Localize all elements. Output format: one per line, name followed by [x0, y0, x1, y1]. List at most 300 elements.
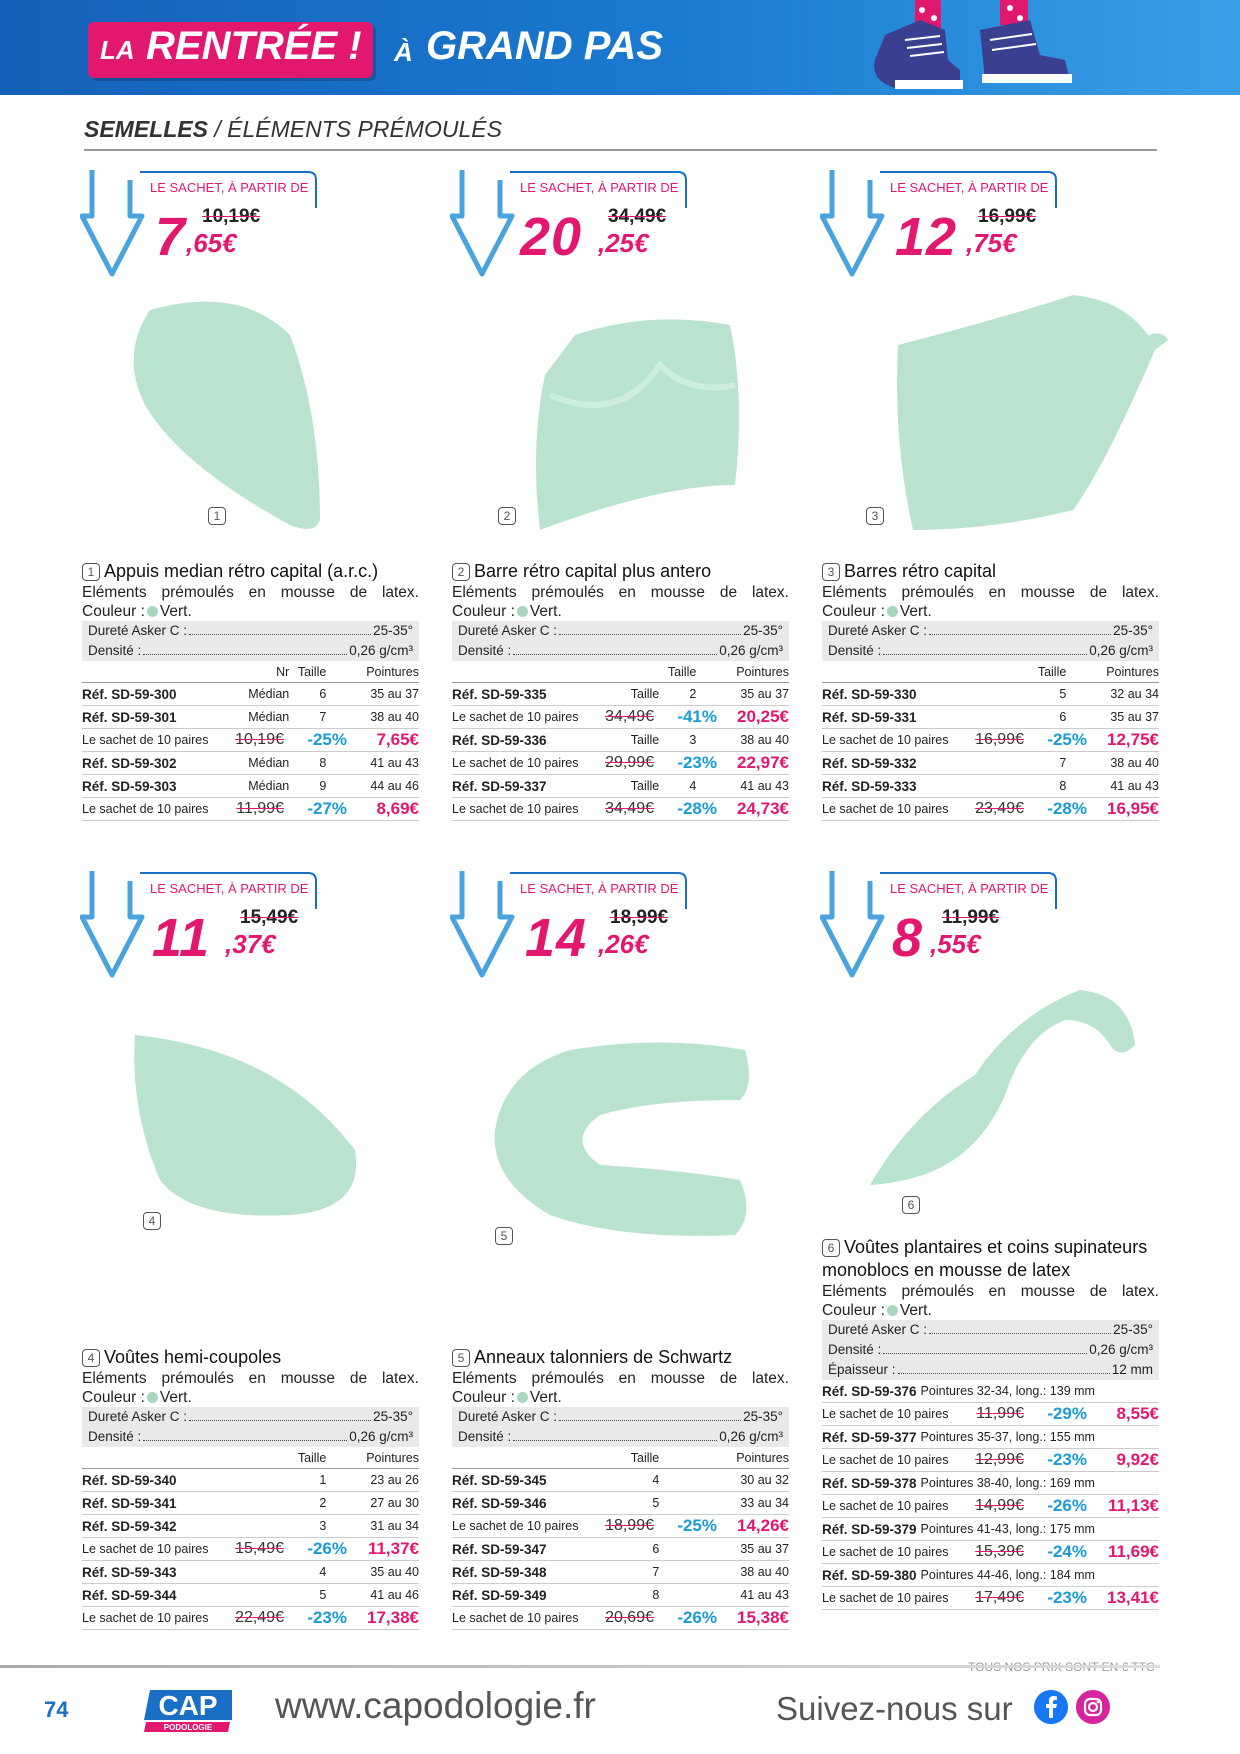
new-price: 8,55€ — [1116, 1404, 1159, 1423]
green-swatch-icon — [887, 606, 898, 617]
product-image-1 — [120, 295, 340, 545]
table-row — [452, 1584, 789, 1607]
product-description: Eléments prémoulés en mousse de latex. — [82, 584, 419, 601]
table-row — [82, 1561, 419, 1584]
color-value: Vert. — [159, 603, 192, 620]
spec-leader — [559, 621, 741, 635]
badge-price-dec: ,26€ — [598, 929, 649, 959]
old-price: 34,49€ — [605, 708, 654, 725]
reference: Réf. SD-59-335 — [452, 686, 547, 702]
color-label: Couleur : — [82, 1389, 145, 1406]
reference-detail: Pointures 44-46, long.: 184 mm — [920, 1568, 1095, 1582]
spec-row — [82, 621, 419, 641]
discount-percent: -23% — [307, 1608, 347, 1627]
cell-c2: 6 — [319, 687, 327, 701]
product-block-1 — [82, 560, 419, 821]
svg-text:CAP: CAP — [158, 1690, 218, 1721]
reference: Réf. SD-59-303 — [82, 778, 177, 794]
product-number: 5 — [452, 1349, 470, 1367]
table-row — [82, 706, 419, 729]
cell-c1: 8 — [652, 1588, 660, 1602]
cell-c3: 35 au 37 — [740, 687, 789, 701]
color-label: Couleur : — [822, 1302, 885, 1319]
table-row — [82, 1492, 419, 1515]
reference: Réf. SD-59-336 — [452, 732, 547, 748]
footer-divider — [0, 1665, 1160, 1668]
old-price: 22,49€ — [235, 1609, 284, 1626]
cell-c3: 38 au 40 — [370, 710, 419, 724]
price-label: Le sachet de 10 paires — [452, 756, 579, 770]
old-price: 29,99€ — [605, 754, 654, 771]
product-description: Eléments prémoulés en mousse de latex. — [452, 1370, 789, 1387]
spec-key: Épaisseur : — [828, 1362, 896, 1377]
green-swatch-icon — [147, 1392, 158, 1403]
badge-price-dec: ,75€ — [966, 228, 1017, 258]
spec-row — [452, 621, 789, 641]
cell-c3: 35 au 40 — [370, 1565, 419, 1579]
instagram-icon[interactable] — [1076, 1690, 1110, 1724]
badge-price-dec: ,55€ — [930, 929, 981, 959]
cell-c3: 27 au 30 — [370, 1496, 419, 1510]
discount-percent: -23% — [1047, 1450, 1087, 1469]
page-number: 74 — [44, 1697, 69, 1722]
product-title-text: Appuis median rétro capital (a.r.c.) — [104, 561, 379, 581]
price-row — [822, 1403, 1159, 1426]
price-row — [82, 729, 419, 752]
discount-percent: -23% — [677, 753, 717, 772]
table-row — [822, 775, 1159, 798]
cell-c1: Médian — [248, 687, 290, 701]
follow-us-text: Suivez-nous sur — [776, 1690, 1013, 1727]
cell-c3: 23 au 26 — [370, 1473, 419, 1487]
badge-price-int: 14 — [525, 908, 588, 968]
price-label: Le sachet de 10 paires — [82, 733, 209, 747]
price-badge-5 — [450, 867, 690, 982]
cell-c2: 5 — [319, 1588, 327, 1602]
table-row — [452, 1492, 789, 1515]
price-row — [452, 1515, 789, 1538]
cell-c2: 4 — [319, 1565, 327, 1579]
old-price: 16,99€ — [975, 731, 1024, 748]
spec-leader — [929, 621, 1111, 635]
old-price: 17,49€ — [975, 1589, 1024, 1606]
cell-c1: 4 — [652, 1473, 660, 1487]
old-price: 12,99€ — [975, 1451, 1024, 1468]
cell-c1: Médian — [248, 779, 290, 793]
product-block-4 — [82, 1346, 419, 1630]
new-price: 20,25€ — [737, 707, 789, 726]
cell-c3: 41 au 43 — [1110, 779, 1159, 793]
table-row — [82, 1469, 419, 1492]
table-row — [82, 1515, 419, 1538]
table-row — [822, 1472, 1159, 1495]
price-label: Le sachet de 10 paires — [82, 1542, 209, 1556]
new-price: 11,69€ — [1107, 1542, 1159, 1561]
spec-row — [452, 1427, 789, 1447]
reference: Réf. SD-59-349 — [452, 1587, 547, 1603]
new-price: 13,41€ — [1107, 1588, 1159, 1607]
table-header-cell: Pointures — [736, 1451, 789, 1465]
reference-detail: Pointures 41-43, long.: 175 mm — [920, 1522, 1095, 1536]
product-number: 3 — [822, 563, 840, 581]
cell-c2: 8 — [319, 756, 327, 770]
product-image-3 — [893, 290, 1168, 535]
spec-value: 0,26 g/cm³ — [719, 1429, 783, 1444]
price-row — [82, 798, 419, 821]
table-header-cell: Pointures — [366, 665, 419, 679]
badge-old-price: 11,99€ — [942, 907, 1000, 928]
price-label: Le sachet de 10 paires — [452, 802, 579, 816]
cell-c2: 9 — [319, 779, 327, 793]
discount-percent: -28% — [677, 799, 717, 818]
price-label: Le sachet de 10 paires — [452, 1519, 579, 1533]
product-block-2 — [452, 560, 789, 821]
spec-value: 0,26 g/cm³ — [349, 1429, 413, 1444]
badge-price-dec: ,65€ — [186, 228, 237, 258]
product-color — [82, 602, 419, 621]
badge-price-int: 7 — [155, 207, 187, 267]
spec-row — [82, 641, 419, 661]
reference: Réf. SD-59-346 — [452, 1495, 547, 1511]
spec-leader — [929, 1320, 1111, 1334]
reference: Réf. SD-59-342 — [82, 1518, 177, 1534]
table-row — [452, 1469, 789, 1492]
old-price: 14,99€ — [975, 1497, 1024, 1514]
product-description: Eléments prémoulés en mousse de latex. — [822, 584, 1159, 601]
price-row — [452, 1607, 789, 1630]
color-value: Vert. — [899, 1302, 932, 1319]
badge-price-int: 11 — [152, 908, 211, 968]
reference: Réf. SD-59-333 — [822, 778, 917, 794]
section-divider — [84, 149, 1157, 151]
product-title — [822, 1236, 1159, 1282]
new-price: 14,26€ — [737, 1516, 789, 1535]
spec-value: 25-35° — [1113, 1322, 1153, 1337]
reference-detail: Pointures 32-34, long.: 139 mm — [920, 1384, 1095, 1398]
discount-percent: -25% — [677, 1516, 717, 1535]
product-color — [452, 1388, 789, 1407]
cell-c3: 41 au 43 — [740, 1588, 789, 1602]
reference: Réf. SD-59-378 — [822, 1475, 917, 1491]
product-title-text: Barres rétro capital — [844, 561, 997, 581]
product-number: 1 — [82, 563, 100, 581]
spec-key: Densité : — [88, 1429, 142, 1444]
spec-leader — [189, 1407, 371, 1421]
price-badge-6 — [820, 867, 1060, 982]
cell-c1: Médian — [248, 710, 290, 724]
reference: Réf. SD-59-301 — [82, 709, 177, 725]
product-block-6 — [822, 1236, 1159, 1610]
reference: Réf. SD-59-332 — [822, 755, 917, 771]
table-row — [82, 775, 419, 798]
product-number: 4 — [82, 1349, 100, 1367]
spec-value: 25-35° — [373, 1409, 413, 1424]
spec-key: Densité : — [458, 1429, 512, 1444]
spec-key: Dureté Asker C : — [828, 1322, 928, 1337]
price-badge-3 — [820, 166, 1060, 281]
price-label: Le sachet de 10 paires — [82, 802, 209, 816]
reference-detail: Pointures 35-37, long.: 155 mm — [920, 1430, 1095, 1444]
table-row — [822, 706, 1159, 729]
price-row — [822, 1449, 1159, 1472]
price-row — [822, 1587, 1159, 1610]
price-row — [452, 706, 789, 729]
old-price: 20,69€ — [605, 1609, 654, 1626]
table-row — [822, 752, 1159, 775]
table-row — [822, 1380, 1159, 1403]
spec-key: Densité : — [828, 643, 882, 658]
spec-key: Densité : — [88, 643, 142, 658]
badge-old-price: 34,49€ — [608, 206, 667, 227]
price-badge-4 — [80, 867, 320, 982]
price-badge-1 — [80, 166, 320, 281]
website-link[interactable]: www.capodologie.fr — [275, 1685, 596, 1726]
table-row — [452, 729, 789, 752]
reference: Réf. SD-59-344 — [82, 1587, 177, 1603]
reference: Réf. SD-59-341 — [82, 1495, 177, 1511]
product-description: Eléments prémoulés en mousse de latex. — [82, 1370, 419, 1387]
spec-key: Dureté Asker C : — [458, 623, 558, 638]
spec-key: Dureté Asker C : — [88, 1409, 188, 1424]
reference: Réf. SD-59-343 — [82, 1564, 177, 1580]
spec-leader — [559, 1407, 741, 1421]
product-title — [822, 560, 1159, 583]
price-label: Le sachet de 10 paires — [822, 1545, 949, 1559]
sneakers-illustration — [860, 0, 1120, 95]
old-price: 23,49€ — [975, 800, 1024, 817]
spec-leader — [898, 1360, 1110, 1374]
spec-value: 12 mm — [1111, 1362, 1153, 1377]
price-label: Le sachet de 10 paires — [822, 1591, 949, 1605]
badge-old-price: 10,19€ — [202, 206, 261, 227]
reference: Réf. SD-59-300 — [82, 686, 177, 702]
reference: Réf. SD-59-340 — [82, 1472, 177, 1488]
color-value: Vert. — [529, 1389, 562, 1406]
discount-percent: -25% — [307, 730, 347, 749]
product-title-text: Barre rétro capital plus antero — [474, 561, 712, 581]
cell-c3: 38 au 40 — [740, 1565, 789, 1579]
cell-c2: 3 — [319, 1519, 327, 1533]
discount-percent: -28% — [1047, 799, 1087, 818]
old-price: 15,39€ — [975, 1543, 1024, 1560]
cap-podologie-logo — [142, 1686, 236, 1734]
image-number-6: 6 — [902, 1196, 920, 1214]
old-price: 11,99€ — [976, 1405, 1024, 1422]
discount-percent: -26% — [1047, 1496, 1087, 1515]
image-number-3: 3 — [866, 507, 884, 525]
image-number-5: 5 — [495, 1227, 513, 1245]
product-title — [452, 560, 789, 583]
product-block-5 — [452, 1346, 789, 1630]
table-header-cell: Taille — [1037, 665, 1067, 679]
color-value: Vert. — [159, 1389, 192, 1406]
discount-percent: -26% — [677, 1608, 717, 1627]
spec-key: Densité : — [458, 643, 512, 658]
table-row — [452, 683, 789, 706]
product-image-4 — [130, 1030, 370, 1220]
table-row — [822, 1426, 1159, 1449]
color-label: Couleur : — [452, 1389, 515, 1406]
reference: Réf. SD-59-330 — [822, 686, 917, 702]
reference: Réf. SD-59-331 — [822, 709, 917, 725]
cell-c1: Taille — [630, 733, 660, 747]
product-title — [452, 1346, 789, 1369]
table-row — [822, 683, 1159, 706]
cell-c1: 5 — [652, 1496, 660, 1510]
cell-c1: 7 — [652, 1565, 660, 1579]
badge-price-int: 20 — [520, 207, 583, 267]
cell-c2: 6 — [1059, 710, 1067, 724]
new-price: 7,65€ — [376, 730, 419, 749]
green-swatch-icon — [147, 606, 158, 617]
price-label: Le sachet de 10 paires — [822, 802, 949, 816]
table-header — [452, 1447, 789, 1469]
reference: Réf. SD-59-347 — [452, 1541, 547, 1557]
banner-rentree: RENTRÉE ! — [146, 24, 362, 68]
badge-label: LE SACHET, À PARTIR DE — [520, 180, 679, 195]
product-title-text: Anneaux talonniers de Schwartz — [474, 1347, 733, 1367]
discount-percent: -26% — [307, 1539, 347, 1558]
product-title — [82, 1346, 419, 1369]
new-price: 15,38€ — [737, 1608, 789, 1627]
image-number-4: 4 — [143, 1212, 161, 1230]
product-block-3 — [822, 560, 1159, 821]
badge-label: LE SACHET, À PARTIR DE — [890, 881, 1049, 896]
reference: Réf. SD-59-348 — [452, 1564, 547, 1580]
spec-row — [822, 621, 1159, 641]
spec-value: 0,26 g/cm³ — [349, 643, 413, 658]
product-title — [82, 560, 419, 583]
image-number-1: 1 — [208, 507, 226, 525]
color-value: Vert. — [899, 603, 932, 620]
product-description: Eléments prémoulés en mousse de latex. — [452, 584, 789, 601]
old-price: 10,19€ — [235, 731, 284, 748]
price-label: Le sachet de 10 paires — [822, 1453, 949, 1467]
cell-c3: 32 au 34 — [1110, 687, 1159, 701]
spec-row — [452, 1407, 789, 1427]
spec-leader — [189, 621, 371, 635]
badge-label: LE SACHET, À PARTIR DE — [150, 180, 309, 195]
new-price: 9,92€ — [1116, 1450, 1159, 1469]
reference: Réf. SD-59-302 — [82, 755, 177, 771]
spec-leader — [883, 1340, 1087, 1354]
spec-key: Dureté Asker C : — [828, 623, 928, 638]
cell-c2: 3 — [689, 733, 697, 747]
price-row — [822, 729, 1159, 752]
discount-percent: -25% — [1047, 730, 1087, 749]
svg-text:PODOLOGIE: PODOLOGIE — [163, 1723, 213, 1732]
discount-percent: -23% — [1047, 1588, 1087, 1607]
product-image-5 — [490, 1040, 760, 1240]
image-number-2: 2 — [498, 507, 516, 525]
discount-percent: -27% — [307, 799, 347, 818]
cell-c3: 31 au 34 — [370, 1519, 419, 1533]
spec-value: 0,26 g/cm³ — [719, 643, 783, 658]
color-label: Couleur : — [82, 603, 145, 620]
table-header — [82, 1447, 419, 1469]
banner-grand-pas: GRAND PAS — [426, 24, 664, 68]
price-label: Le sachet de 10 paires — [452, 710, 579, 724]
spec-leader — [143, 641, 347, 655]
new-price: 22,97€ — [737, 753, 789, 772]
new-price: 16,95€ — [1107, 799, 1159, 818]
badge-old-price: 15,49€ — [240, 907, 299, 928]
old-price: 11,99€ — [236, 800, 284, 817]
table-header-cell: Pointures — [1106, 665, 1159, 679]
table-header — [82, 661, 419, 683]
badge-price-int: 12 — [895, 207, 958, 267]
price-label: Le sachet de 10 paires — [82, 1611, 209, 1625]
spec-key: Dureté Asker C : — [88, 623, 188, 638]
price-label: Le sachet de 10 paires — [452, 1611, 579, 1625]
reference: Réf. SD-59-345 — [452, 1472, 547, 1488]
table-header-cell: Taille — [297, 665, 327, 679]
spec-row — [822, 1340, 1159, 1360]
table-header-cell: Taille — [297, 1451, 327, 1465]
product-number: 6 — [822, 1239, 840, 1257]
section-title: SEMELLES / ÉLÉMENTS PRÉMOULÉS — [84, 116, 502, 142]
color-label: Couleur : — [822, 603, 885, 620]
cell-c3: 35 au 37 — [1110, 710, 1159, 724]
badge-old-price: 16,99€ — [978, 206, 1037, 227]
product-image-6 — [865, 985, 1135, 1190]
green-swatch-icon — [517, 1392, 528, 1403]
product-description: Eléments prémoulés en mousse de latex. — [822, 1283, 1159, 1300]
price-label: Le sachet de 10 paires — [822, 1407, 949, 1421]
table-header — [822, 661, 1159, 683]
cell-c3: 41 au 43 — [370, 756, 419, 770]
cell-c2: 1 — [319, 1473, 327, 1487]
table-header-cell: Pointures — [736, 665, 789, 679]
table-row — [82, 1584, 419, 1607]
cell-c2: 2 — [319, 1496, 327, 1510]
cell-c2: 2 — [689, 687, 697, 701]
badge-label: LE SACHET, À PARTIR DE — [520, 881, 679, 896]
table-row — [452, 1561, 789, 1584]
new-price: 12,75€ — [1107, 730, 1159, 749]
cell-c3: 44 au 46 — [370, 779, 419, 793]
old-price: 15,49€ — [235, 1540, 284, 1557]
table-row — [822, 1518, 1159, 1541]
table-header-cell: Taille — [630, 1451, 660, 1465]
spec-leader — [513, 1427, 717, 1441]
facebook-icon[interactable] — [1034, 1690, 1068, 1724]
badge-price-dec: ,25€ — [598, 228, 649, 258]
spec-leader — [883, 641, 1087, 655]
cell-c3: 38 au 40 — [1110, 756, 1159, 770]
table-header — [452, 661, 789, 683]
table-row — [452, 1538, 789, 1561]
spec-value: 25-35° — [743, 623, 783, 638]
cell-c3: 41 au 46 — [370, 1588, 419, 1602]
banner-la: LA — [100, 35, 135, 65]
badge-old-price: 18,99€ — [610, 907, 669, 928]
cell-c3: 35 au 37 — [370, 687, 419, 701]
price-label: Le sachet de 10 paires — [822, 733, 949, 747]
price-row — [822, 798, 1159, 821]
reference: Réf. SD-59-376 — [822, 1383, 917, 1399]
new-price: 11,37€ — [367, 1539, 419, 1558]
new-price: 24,73€ — [737, 799, 789, 818]
reference: Réf. SD-59-380 — [822, 1567, 917, 1583]
discount-percent: -29% — [1047, 1404, 1087, 1423]
spec-row — [822, 641, 1159, 661]
cell-c1: Taille — [630, 687, 660, 701]
reference: Réf. SD-59-377 — [822, 1429, 917, 1445]
banner-a: À — [394, 37, 413, 67]
cell-c3: 33 au 34 — [740, 1496, 789, 1510]
product-color — [822, 602, 1159, 621]
